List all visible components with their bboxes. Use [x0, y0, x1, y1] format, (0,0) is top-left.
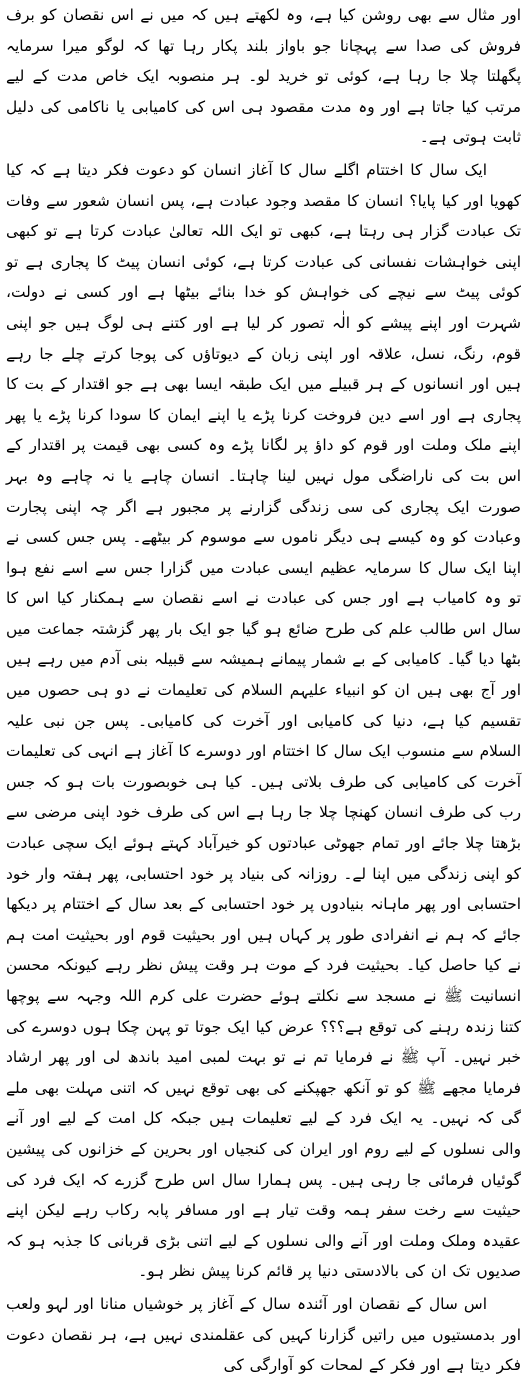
paragraph-closing: اس سال کے نقصان اور آئندہ سال کے آغاز پر خوشیاں منانا اور لہو ولعب اور بدمستیوں میں راتیں گزارنا کہیں کی عقلمندی نہیں ہے، ہر نقصان دعوت فکر دیتا ہے اور فکر کے لمحات کو آوارگی کی — [6, 1294, 521, 1375]
paragraph-intro: اور مثال سے بھی روشن کیا ہے، وہ لکھتے ہیں کہ میں نے اس نقصان کو برف فروش کی صدا سے پہچانا جو باواز بلند پکار رہا تھا کہ لوگو میرا سرمایہ پگھلتا چلا جا رہا ہے، کوئی تو خرید لو۔ ہر منصوبہ ایک خاص مدت کے لیے مرتب کیا جاتا ہے اور وہ مدت مقصود ہی اس کی کامیابی یا ناکامی کی دلیل ثابت ہوتی ہے۔ — [6, 6, 521, 147]
paragraph-main: ایک سال کا اختتام اگلے سال کا آغاز انسان کو دعوت فکر دیتا ہے کہ کیا کھویا اور کیا پایا؟ انسان کا مقصد وجود عبادت ہے، پس انسان شعور سے وفات تک عبادت گزار ہی رہتا ہے، کبھی تو ایک اللہ تعالیٰ عبادت کرتا ہے تو کبھی اپنی خواہشات نفسانی کی عبادت کرتا ہے، کوئی انسان پیٹ کا پجاری ہے تو کوئی پیٹ سے نیچے کی خواہش کو خدا بنائے بیٹھا ہے اور کسی نے دولت، شہرت اور اپنے پیشے کو الٰہ تصور کر لیا ہے اور کتنے ہی لوگ ہیں جو اپنی قوم، رنگ، نسل، علاقہ اور اپنی زبان کے دیوتاؤں کی پوجا کرتے چلے جا رہے ہیں اور انسانوں کے ہر قبیلے میں ایک طبقہ ایسا بھی ہے جو اقتدار کے بت کا پجاری ہے اور اسے دین فروخت کرنا پڑے یا اپنے ایمان کا سودا کرنا پڑے یا پھر اپنے ملک وملت اور قوم کو داؤ پر لگانا پڑے وہ کسی بھی قیمت پر اقتدار کے اس بت کی ناراضگی مول نہیں لینا چاہتا۔ انسان چاہے یا نہ چاہے وہ بہر صورت ایک پجاری کی سی زندگی گزارنے پر مجبور ہے اگر چہ اپنی پجارت وعبادت کو وہ کیسے ہی دیگر ناموں سے موسوم کر بیٹھے۔ پس جس کسی نے اپنا ایک سال کا سرمایہ عظیم ایسی عبادت میں گزارا جس سے اسے نفع ہوا تو وہ کامیاب ہے اور جس کی عبادت نے اسے نقصان سے ہمکنار کیا اس کا سال اس طالب علم کی طرح ضائع ہو گیا جو ایک بار پھر گزشتہ جماعت میں بٹھا دیا گیا۔ کامیابی کے بے شمار پیمانے ہمیشہ سے قبیلہ بنی آدم میں رہے ہیں اور آج بھی ہیں ان کو انبیاء علیہم السلام کی تعلیمات نے دو ہی حصوں میں تقسیم کیا ہے، دنیا کی کامیابی اور آخرت کی کامیابی۔ پس جن نبی علیہ السلام سے منسوب ایک سال کا اختتام اور دوسرے کا آغاز ہے انہی کی تعلیمات آخرت کی کامیابی کی طرف بلاتی ہیں۔ کیا ہی خوبصورت بات ہو کہ جس رب کی طرف انسان کھنچا چلا جا رہا ہے اس کی طرف خود اپنی مرضی سے بڑھتا چلا جائے اور تمام جھوٹی عبادتوں کو خیرآباد کہتے ہوئے ایک سچی عبادت کو اپنی زندگی میں اپنا لے۔ روزانہ کی بنیاد پر خود احتسابی، پھر ہفتہ وار خود احتسابی اور پھر ماہانہ بنیادوں پر خود احتسابی کے بعد سال کے اختتام پر دیکھا جائے کہ ہم نے انفرادی طور پر کہاں ہیں اور بحیثیت قوم اور بحیثیت امت ہم نے کیا حاصل کیا۔ بحیثیت فرد کے موت ہر وقت پیش نظر رہے کیونکہ محسن انسانیت ﷺ نے مسجد سے نکلتے ہوئے حضرت علی کرم اللہ وجہہ سے پوچھا کتنا زندہ رہنے کی توقع ہے؟؟؟ عرض کیا ایک جوتا تو پہن چکا ہوں دوسرے کی خبر نہیں۔ آپ ﷺ نے فرمایا تم نے تو بہت لمبی امید باندھ لی اور پھر ارشاد فرمایا مجھے ﷺ کو تو آنکھ جھپکنے کی بھی توقع نہیں کہ اتنی مہلت بھی ملے گی کہ نہیں۔ یہ ایک فرد کے لیے تعلیمات ہیں جبکہ کل امت کے لیے اور آنے والی نسلوں کے لیے روم اور ایران کی کنجیاں اور بحرین کے خزانوں کی پیشین گوئیاں فرمائی جا رہی ہیں۔ پس ہمارا سال اس طرح گزرے کہ ایک فرد کی حیثیت سے رخت سفر ہمہ وقت تیار ہے اور مسافر پابہ رکاب رہے لیکن اپنے عقیدہ وملک وملت اور آنے والی نسلوں کے لیے اتنی بڑی قربانی کا جذبہ ہو کہ صدیوں تک ان کی بالادستی دنیا پر قائم کرنا پیش نظر ہو۔ — [6, 160, 521, 1281]
